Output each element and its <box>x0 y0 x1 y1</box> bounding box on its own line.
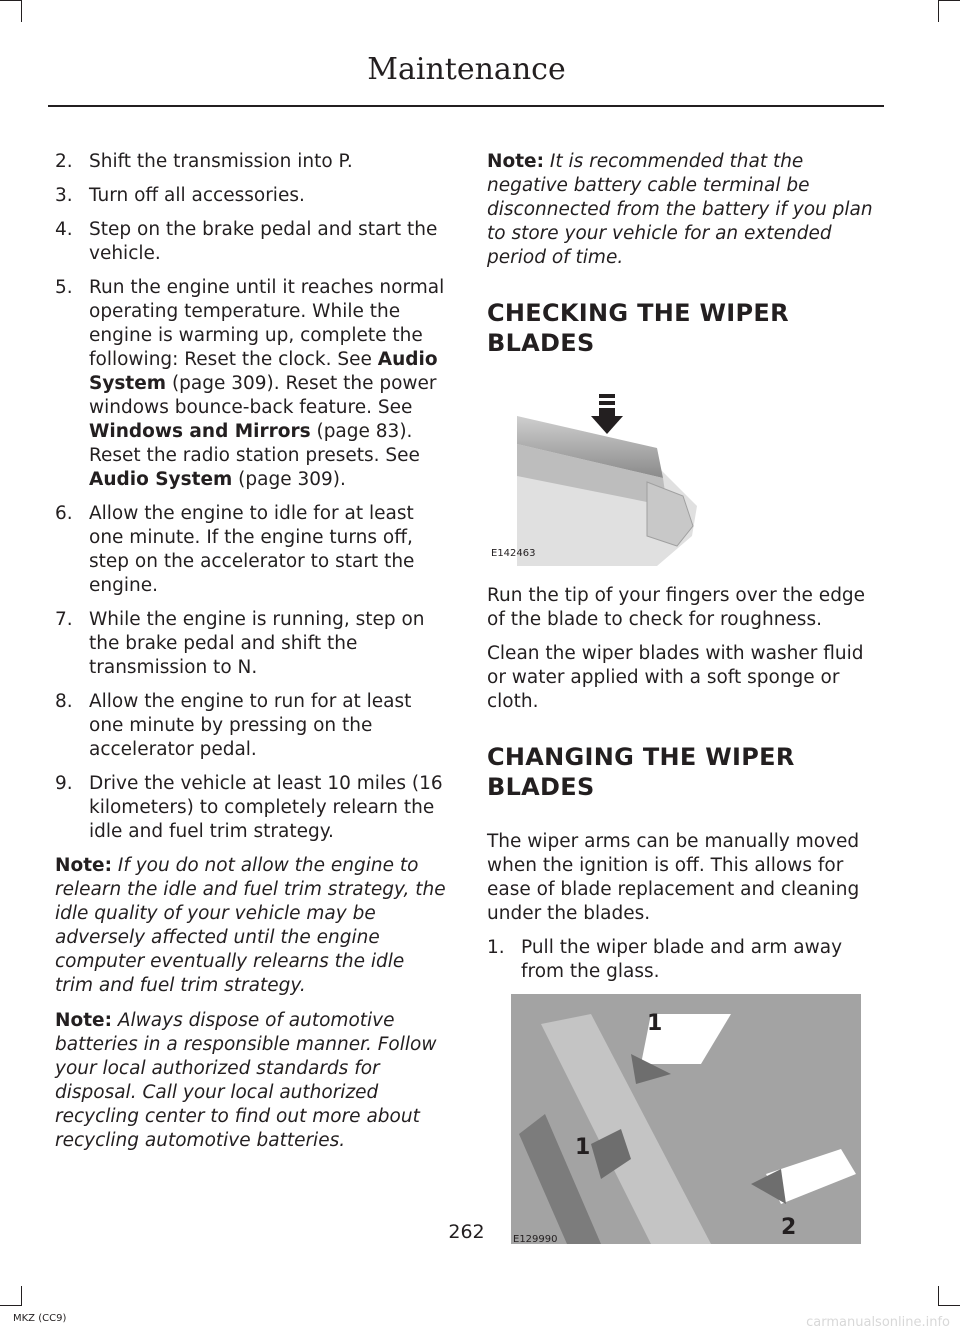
crop-mark <box>21 1286 22 1306</box>
step-text: Run the engine until it reaches normal operating temperature. While the engine is warming up, complete the following: Reset the clock. See <box>89 277 445 370</box>
step-text: Turn off all accessories. <box>89 185 305 206</box>
step-text: (page 309). <box>232 469 346 490</box>
step-text: (page 83). Reset the radio station presets. See <box>89 421 420 466</box>
step-text: Shift the transmission into P. <box>89 151 353 172</box>
step-text: Allow the engine to run for at least one minute by pressing on the accelerator pedal. <box>89 691 412 760</box>
left-column <box>55 150 447 1164</box>
watermark: carmanualsonline.info <box>806 1315 950 1330</box>
section-heading-checking: CHECKING THE WIPER BLADES <box>487 299 789 357</box>
procedure-step <box>55 276 447 492</box>
wiper-blade-check-figure <box>487 386 703 566</box>
figure-code: E142463 <box>491 548 536 559</box>
paragraph: Run the tip of your fingers over the edge of the blade to check for roughness. <box>487 585 866 630</box>
step-number: 9. <box>55 773 73 794</box>
callout-number: 1 <box>575 1135 591 1160</box>
procedure-step <box>55 218 447 266</box>
step-number: 1. <box>487 937 505 958</box>
note-label: Note: <box>55 1010 112 1031</box>
crop-mark <box>0 1305 22 1306</box>
procedure-step <box>55 690 447 762</box>
procedure-step <box>487 936 883 984</box>
procedure-step <box>55 772 447 844</box>
note-text: Always dispose of automotive batteries in a responsible manner. Follow your local authorized standards for disposal. Call your local authorized recycling center to find out more about recycling automotive batteries. <box>55 1010 437 1151</box>
step-number: 7. <box>55 609 73 630</box>
section-heading-changing: CHANGING THE WIPER BLADES <box>487 743 795 801</box>
step-number: 3. <box>55 185 73 206</box>
step-text: Drive the vehicle at least 10 miles (16 kilometers) to completely relearn the idle and fuel trim strategy. <box>89 773 443 842</box>
down-arrow-icon <box>591 416 623 434</box>
note-text: If you do not allow the engine to relearn the idle and fuel trim strategy, the idle quality of your vehicle may be adversely affected until the engine computer eventually relearns the idle trim and fuel trim strategy. <box>55 855 446 996</box>
note-battery-cable <box>487 150 883 270</box>
page-title: Maintenance <box>367 52 566 87</box>
procedure-step <box>55 502 447 598</box>
cross-reference-link[interactable]: Windows and Mirrors <box>89 421 311 442</box>
crop-mark <box>938 1305 960 1306</box>
step-number: 4. <box>55 219 73 240</box>
crop-mark <box>938 1286 939 1306</box>
procedure-step <box>55 150 447 174</box>
note-label: Note: <box>55 855 112 876</box>
procedure-step <box>55 184 447 208</box>
header-divider <box>48 105 884 107</box>
paragraph: Clean the wiper blades with washer fluid or water applied with a soft sponge or cloth. <box>487 643 864 712</box>
step-text: While the engine is running, step on the brake pedal and shift the transmission to N. <box>89 609 425 678</box>
callout-number: 1 <box>647 1011 663 1036</box>
callout-number: 2 <box>781 1215 797 1240</box>
paragraph: The wiper arms can be manually moved when the ignition is off. This allows for ease of blade replacement and cleaning under the blades. <box>487 831 860 924</box>
wiper-arm-illustration <box>511 994 861 1244</box>
crop-mark <box>21 0 22 22</box>
step-number: 2. <box>55 151 73 172</box>
note-text: It is recommended that the negative battery cable terminal be disconnected from the battery if you plan to store your vehicle for an extended period of time. <box>487 151 873 268</box>
cross-reference-link[interactable]: Audio System <box>89 469 233 490</box>
step-number: 5. <box>55 277 73 298</box>
cross-reference-link[interactable]: Audio System <box>89 349 438 394</box>
wiper-arm-figure <box>511 994 861 1244</box>
step-text: Pull the wiper blade and arm away from the glass. <box>521 937 843 982</box>
step-text: (page 309). Reset the power windows bounce-back feature. See <box>89 373 437 418</box>
note-dispose-batteries <box>55 1009 447 1153</box>
note-relearn <box>55 854 447 998</box>
arrow-stripe <box>599 401 615 405</box>
note-label: Note: <box>487 151 544 172</box>
wiper-blade-illustration <box>487 386 703 566</box>
arrow-stripe <box>599 408 615 416</box>
footer-model: MKZ (CC9) <box>13 1313 67 1324</box>
step-number: 8. <box>55 691 73 712</box>
procedure-step <box>55 608 447 680</box>
step-text: Step on the brake pedal and start the vehicle. <box>89 219 438 264</box>
step-number: 6. <box>55 503 73 524</box>
page-number: 262 <box>448 1221 485 1243</box>
step-text: Allow the engine to idle for at least one minute. If the engine turns off, step on the accelerator to start the engine. <box>89 503 415 596</box>
crop-mark <box>938 0 960 1</box>
crop-mark <box>938 0 939 22</box>
arrow-stripe <box>599 394 615 398</box>
figure-code: E129990 <box>513 1234 558 1244</box>
right-column <box>487 150 883 1244</box>
crop-mark <box>0 0 22 1</box>
